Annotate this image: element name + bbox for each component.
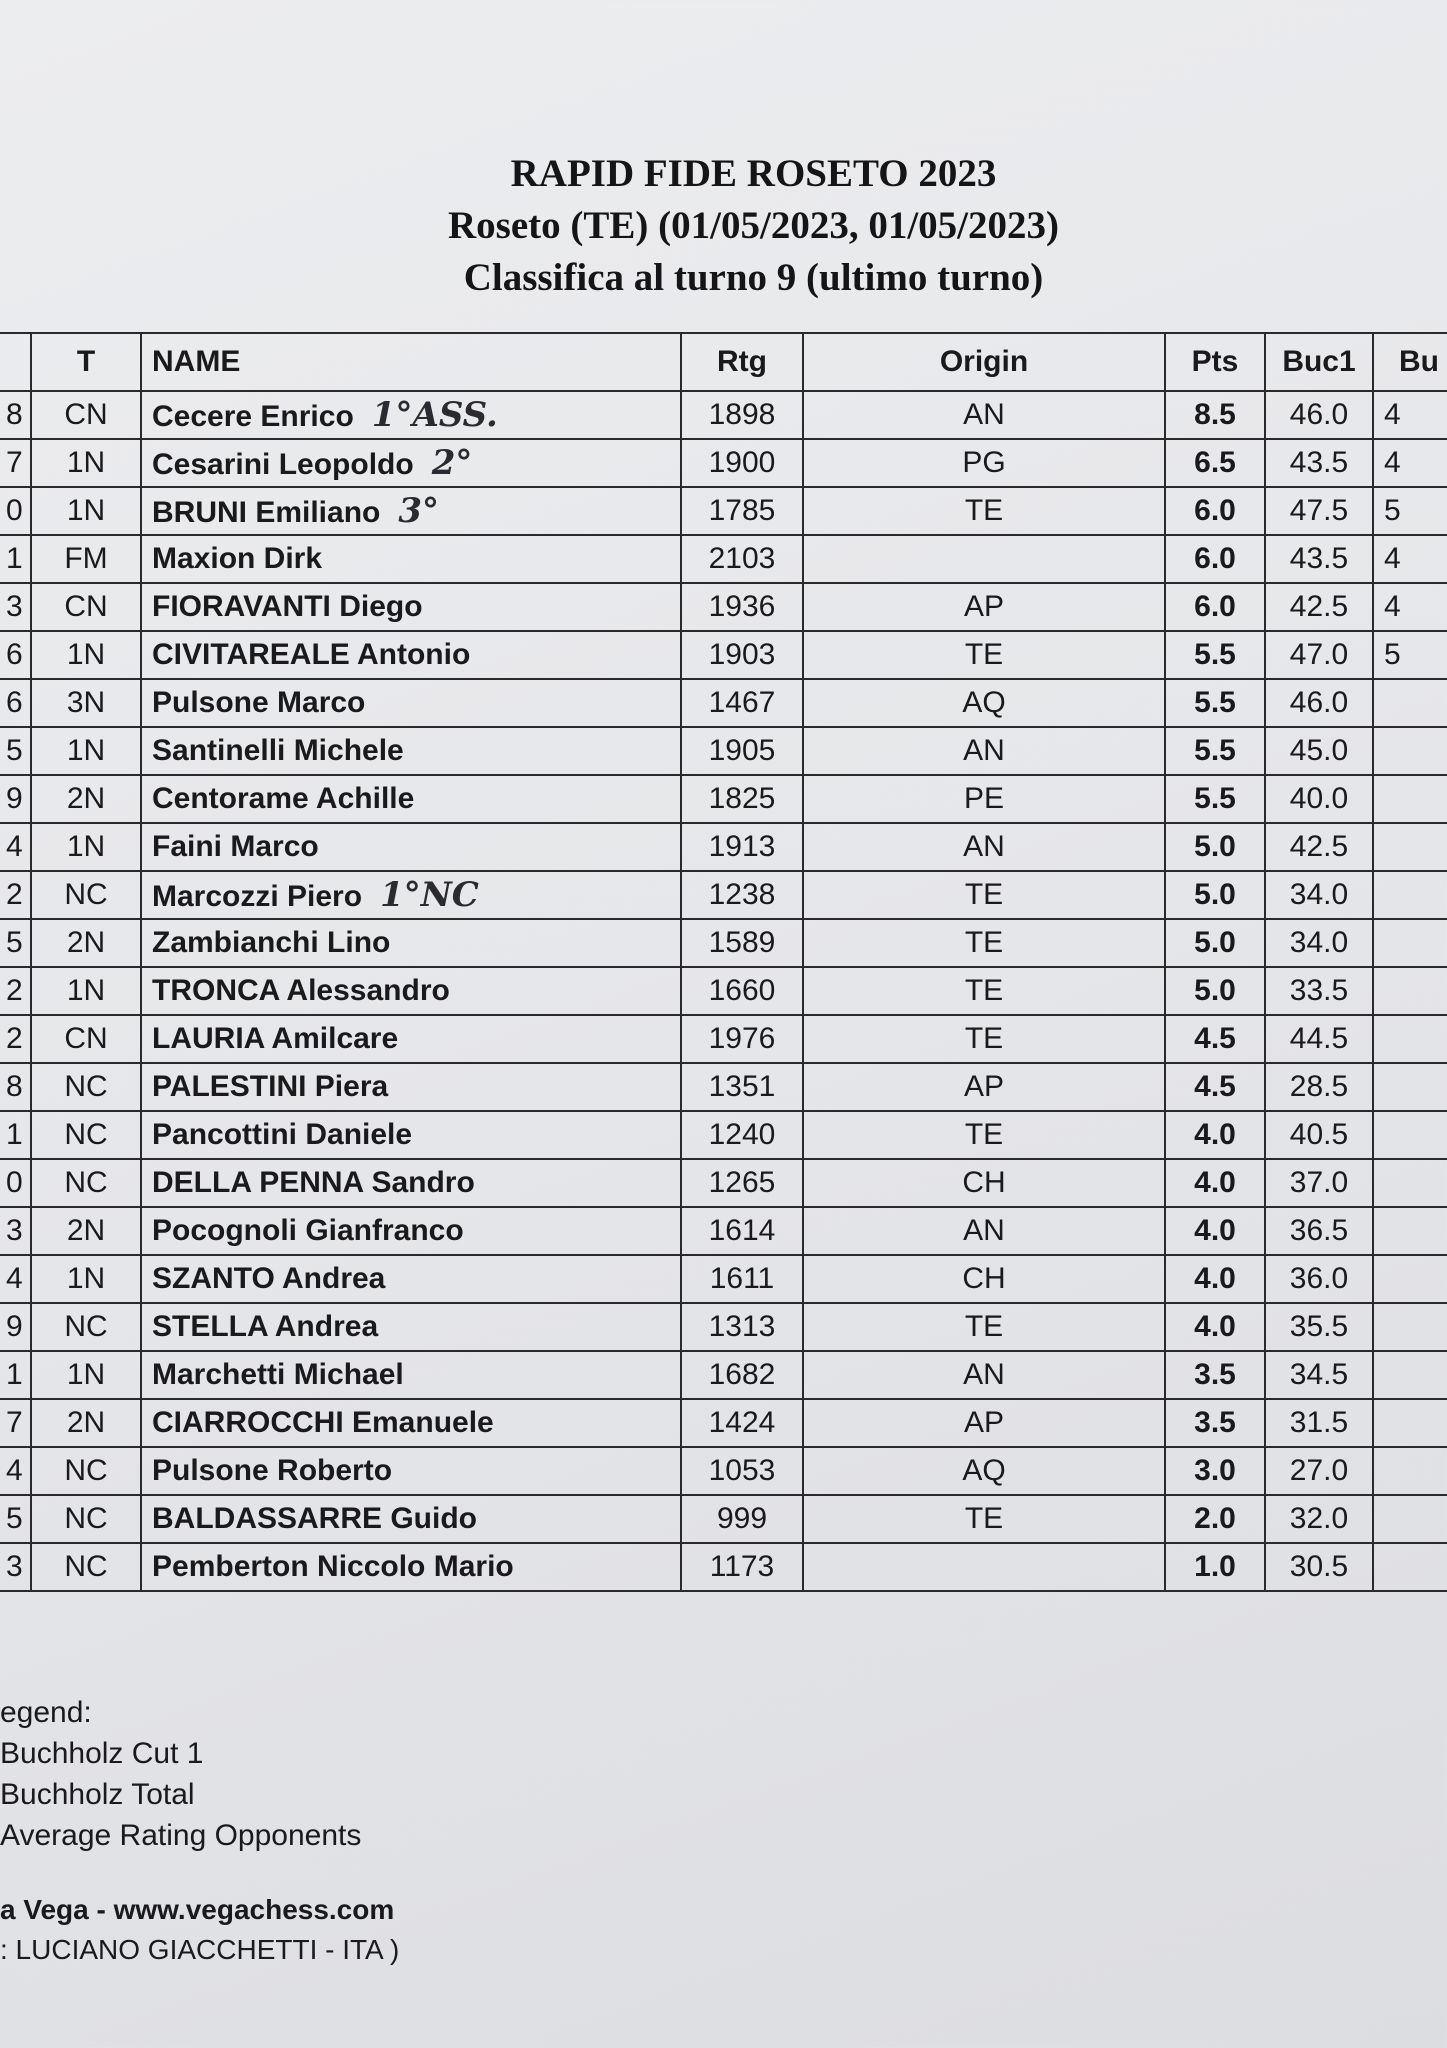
cell-bu [1373, 1159, 1447, 1207]
cell-origin: AQ [803, 679, 1165, 727]
cell-pos: 4 [0, 1447, 31, 1495]
col-header-bu: Bu [1373, 333, 1447, 391]
cell-buc1: 32.0 [1265, 1495, 1373, 1543]
player-name: Cesarini Leopoldo [152, 448, 414, 481]
table-row [0, 919, 1447, 967]
legend [0, 1692, 361, 1856]
cell-rating: 1589 [681, 919, 803, 967]
cell-title: 2N [31, 1399, 141, 1447]
cell-pos: 3 [0, 1207, 31, 1255]
table-row [0, 1303, 1447, 1351]
cell-origin: TE [803, 919, 1165, 967]
cell-title: NC [31, 1063, 141, 1111]
cell-buc1: 37.0 [1265, 1159, 1373, 1207]
player-name: Maxion Dirk [152, 542, 323, 575]
table-row [0, 1255, 1447, 1303]
cell-rating: 1976 [681, 1015, 803, 1063]
cell-title: CN [31, 391, 141, 439]
cell-title: 2N [31, 775, 141, 823]
cell-origin: TE [803, 871, 1165, 919]
cell-pos: 7 [0, 1399, 31, 1447]
col-header-rating: Rtg [681, 333, 803, 391]
player-name: Santinelli Michele [152, 734, 404, 767]
cell-bu [1373, 967, 1447, 1015]
cell-name [141, 631, 681, 679]
cell-origin: TE [803, 967, 1165, 1015]
cell-bu [1373, 823, 1447, 871]
cell-rating: 1240 [681, 1111, 803, 1159]
cell-bu [1373, 1207, 1447, 1255]
cell-title: NC [31, 871, 141, 919]
cell-bu [1373, 1255, 1447, 1303]
cell-name [141, 1543, 681, 1591]
cell-bu: 4 [1373, 583, 1447, 631]
cell-name [141, 439, 681, 487]
player-name: Faini Marco [152, 830, 319, 863]
table-row [0, 1399, 1447, 1447]
cell-bu [1373, 919, 1447, 967]
cell-rating: 1785 [681, 487, 803, 535]
player-name: PALESTINI Piera [152, 1070, 389, 1103]
cell-origin: AP [803, 1399, 1165, 1447]
cell-rating: 1053 [681, 1447, 803, 1495]
cell-rating: 1424 [681, 1399, 803, 1447]
cell-rating: 1898 [681, 391, 803, 439]
cell-title: NC [31, 1495, 141, 1543]
cell-bu: 4 [1373, 391, 1447, 439]
table-row [0, 487, 1447, 535]
cell-name [141, 1159, 681, 1207]
cell-name [141, 1207, 681, 1255]
cell-bu: 4 [1373, 535, 1447, 583]
cell-origin: TE [803, 1111, 1165, 1159]
cell-pos: 0 [0, 1159, 31, 1207]
cell-points: 6.0 [1165, 487, 1265, 535]
standings-body [0, 391, 1447, 1591]
cell-points: 5.0 [1165, 823, 1265, 871]
cell-bu [1373, 871, 1447, 919]
table-header-row [0, 333, 1447, 391]
cell-name [141, 1495, 681, 1543]
cell-title: NC [31, 1543, 141, 1591]
handwritten-placement-note: 3° [398, 491, 440, 531]
cell-title: NC [31, 1447, 141, 1495]
cell-pos: 9 [0, 1303, 31, 1351]
cell-buc1: 34.0 [1265, 919, 1373, 967]
cell-title: 2N [31, 919, 141, 967]
cell-title: 1N [31, 631, 141, 679]
player-name: Pancottini Daniele [152, 1118, 413, 1151]
table-row [0, 1159, 1447, 1207]
col-header-pos [0, 333, 31, 391]
cell-buc1: 46.0 [1265, 679, 1373, 727]
cell-origin: AN [803, 823, 1165, 871]
col-header-origin: Origin [803, 333, 1165, 391]
cell-rating: 1467 [681, 679, 803, 727]
cell-title: 1N [31, 439, 141, 487]
cell-origin: CH [803, 1255, 1165, 1303]
cell-pos: 9 [0, 775, 31, 823]
cell-pos: 3 [0, 1543, 31, 1591]
footer-software-credit: a Vega - www.vegachess.com [0, 1894, 395, 1925]
cell-name [141, 679, 681, 727]
legend-item-buchholz-total: Buchholz Total [0, 1778, 195, 1811]
cell-points: 8.5 [1165, 391, 1265, 439]
cell-buc1: 44.5 [1265, 1015, 1373, 1063]
cell-name [141, 727, 681, 775]
cell-points: 4.5 [1165, 1063, 1265, 1111]
cell-rating: 1913 [681, 823, 803, 871]
cell-pos: 5 [0, 1495, 31, 1543]
cell-buc1: 34.0 [1265, 871, 1373, 919]
cell-buc1: 46.0 [1265, 391, 1373, 439]
cell-origin: AP [803, 583, 1165, 631]
cell-title: 1N [31, 727, 141, 775]
cell-title: 1N [31, 487, 141, 535]
table-row [0, 439, 1447, 487]
round-info: Classifica al turno 9 (ultimo turno) [463, 256, 1044, 299]
player-name: Marchetti Michael [152, 1358, 404, 1391]
cell-name [141, 775, 681, 823]
cell-bu [1373, 1399, 1447, 1447]
cell-buc1: 28.5 [1265, 1063, 1373, 1111]
cell-points: 3.5 [1165, 1351, 1265, 1399]
cell-title: FM [31, 535, 141, 583]
cell-name [141, 823, 681, 871]
cell-pos: 1 [0, 1111, 31, 1159]
cell-pos: 1 [0, 1351, 31, 1399]
table-row [0, 1063, 1447, 1111]
cell-points: 5.5 [1165, 775, 1265, 823]
cell-pos: 4 [0, 823, 31, 871]
table-row [0, 1111, 1447, 1159]
col-header-points: Pts [1165, 333, 1265, 391]
footer [0, 1890, 399, 1970]
cell-origin: PE [803, 775, 1165, 823]
cell-title: CN [31, 1015, 141, 1063]
cell-rating: 1660 [681, 967, 803, 1015]
cell-points: 6.0 [1165, 535, 1265, 583]
cell-title: 3N [31, 679, 141, 727]
tournament-title: RAPID FIDE ROSETO 2023 [510, 152, 997, 195]
cell-origin: AN [803, 727, 1165, 775]
cell-points: 1.0 [1165, 1543, 1265, 1591]
player-name: Pulsone Marco [152, 686, 366, 719]
table-row [0, 775, 1447, 823]
cell-name [141, 1303, 681, 1351]
cell-buc1: 47.5 [1265, 487, 1373, 535]
table-row [0, 583, 1447, 631]
handwritten-placement-note: 1°ASS. [371, 395, 498, 435]
cell-rating: 1900 [681, 439, 803, 487]
cell-origin: AQ [803, 1447, 1165, 1495]
cell-rating: 1238 [681, 871, 803, 919]
cell-points: 5.5 [1165, 679, 1265, 727]
cell-name [141, 1351, 681, 1399]
cell-origin [803, 1543, 1165, 1591]
player-name: BRUNI Emiliano [152, 496, 381, 529]
player-name: DELLA PENNA Sandro [152, 1166, 475, 1199]
cell-title: NC [31, 1159, 141, 1207]
col-header-buc1: Buc1 [1265, 333, 1373, 391]
cell-bu [1373, 1015, 1447, 1063]
player-name: BALDASSARRE Guido [152, 1502, 477, 1535]
player-name: FIORAVANTI Diego [152, 590, 423, 623]
cell-title: 1N [31, 823, 141, 871]
tournament-subtitle: Roseto (TE) (01/05/2023, 01/05/2023) [448, 204, 1059, 247]
cell-pos: 8 [0, 1063, 31, 1111]
table-row [0, 1543, 1447, 1591]
cell-points: 5.0 [1165, 919, 1265, 967]
cell-title: 1N [31, 1255, 141, 1303]
col-header-name: NAME [141, 333, 681, 391]
cell-buc1: 36.0 [1265, 1255, 1373, 1303]
cell-name [141, 1255, 681, 1303]
table-row [0, 1351, 1447, 1399]
cell-buc1: 45.0 [1265, 727, 1373, 775]
cell-pos: 5 [0, 727, 31, 775]
cell-pos: 2 [0, 967, 31, 1015]
cell-pos: 8 [0, 391, 31, 439]
cell-points: 4.0 [1165, 1303, 1265, 1351]
cell-bu [1373, 1111, 1447, 1159]
cell-name [141, 1111, 681, 1159]
standings-table [0, 332, 1447, 1592]
col-header-title: T [31, 333, 141, 391]
player-name: STELLA Andrea [152, 1310, 379, 1343]
cell-origin: TE [803, 631, 1165, 679]
handwritten-placement-note: 2° [431, 443, 473, 483]
cell-origin: AN [803, 1207, 1165, 1255]
cell-points: 2.0 [1165, 1495, 1265, 1543]
table-row [0, 823, 1447, 871]
cell-name [141, 967, 681, 1015]
cell-title: 1N [31, 1351, 141, 1399]
cell-rating: 1313 [681, 1303, 803, 1351]
cell-buc1: 42.5 [1265, 583, 1373, 631]
cell-rating: 1682 [681, 1351, 803, 1399]
cell-origin: TE [803, 1495, 1165, 1543]
cell-origin: AN [803, 391, 1165, 439]
cell-rating: 1903 [681, 631, 803, 679]
cell-pos: 4 [0, 1255, 31, 1303]
cell-points: 6.5 [1165, 439, 1265, 487]
cell-name [141, 535, 681, 583]
cell-rating: 1265 [681, 1159, 803, 1207]
cell-title: CN [31, 583, 141, 631]
cell-points: 4.0 [1165, 1207, 1265, 1255]
table-row [0, 871, 1447, 919]
cell-bu: 5 [1373, 487, 1447, 535]
document-header [0, 148, 1447, 304]
cell-pos: 1 [0, 535, 31, 583]
player-name: LAURIA Amilcare [152, 1022, 399, 1055]
cell-points: 3.0 [1165, 1447, 1265, 1495]
cell-buc1: 34.5 [1265, 1351, 1373, 1399]
cell-title: NC [31, 1303, 141, 1351]
legend-item-buchholz-cut1: Buchholz Cut 1 [0, 1737, 204, 1770]
table-row [0, 1447, 1447, 1495]
table-row [0, 1207, 1447, 1255]
cell-points: 5.5 [1165, 727, 1265, 775]
cell-origin: AP [803, 1063, 1165, 1111]
cell-rating: 1825 [681, 775, 803, 823]
player-name: TRONCA Alessandro [152, 974, 450, 1007]
cell-buc1: 40.5 [1265, 1111, 1373, 1159]
cell-bu: 5 [1373, 631, 1447, 679]
player-name: CIVITAREALE Antonio [152, 638, 471, 671]
cell-buc1: 43.5 [1265, 535, 1373, 583]
player-name: SZANTO Andrea [152, 1262, 386, 1295]
cell-name [141, 1015, 681, 1063]
cell-bu: 4 [1373, 439, 1447, 487]
cell-bu [1373, 1543, 1447, 1591]
table-row [0, 679, 1447, 727]
cell-title: 2N [31, 1207, 141, 1255]
cell-points: 6.0 [1165, 583, 1265, 631]
cell-buc1: 35.5 [1265, 1303, 1373, 1351]
cell-pos: 0 [0, 487, 31, 535]
cell-rating: 1905 [681, 727, 803, 775]
cell-bu [1373, 1303, 1447, 1351]
table-row [0, 967, 1447, 1015]
cell-buc1: 33.5 [1265, 967, 1373, 1015]
cell-buc1: 40.0 [1265, 775, 1373, 823]
cell-bu [1373, 1063, 1447, 1111]
cell-buc1: 31.5 [1265, 1399, 1373, 1447]
table-row [0, 1015, 1447, 1063]
cell-points: 4.5 [1165, 1015, 1265, 1063]
cell-points: 4.0 [1165, 1255, 1265, 1303]
cell-name [141, 583, 681, 631]
cell-bu [1373, 1495, 1447, 1543]
cell-bu [1373, 1351, 1447, 1399]
cell-points: 3.5 [1165, 1399, 1265, 1447]
cell-buc1: 30.5 [1265, 1543, 1373, 1591]
cell-name [141, 871, 681, 919]
cell-origin: CH [803, 1159, 1165, 1207]
cell-rating: 2103 [681, 535, 803, 583]
cell-points: 4.0 [1165, 1111, 1265, 1159]
cell-title: 1N [31, 967, 141, 1015]
cell-buc1: 43.5 [1265, 439, 1373, 487]
cell-pos: 2 [0, 1015, 31, 1063]
cell-buc1: 36.5 [1265, 1207, 1373, 1255]
cell-rating: 1614 [681, 1207, 803, 1255]
player-name: Pemberton Niccolo Mario [152, 1550, 514, 1583]
cell-points: 5.0 [1165, 871, 1265, 919]
player-name: Pulsone Roberto [152, 1454, 393, 1487]
table-row [0, 391, 1447, 439]
player-name: Zambianchi Lino [152, 926, 391, 959]
player-name: Marcozzi Piero [152, 880, 363, 913]
cell-buc1: 27.0 [1265, 1447, 1373, 1495]
cell-pos: 7 [0, 439, 31, 487]
cell-name [141, 391, 681, 439]
cell-origin: TE [803, 487, 1165, 535]
cell-origin: TE [803, 1015, 1165, 1063]
cell-bu [1373, 727, 1447, 775]
player-name: Pocognoli Gianfranco [152, 1214, 464, 1247]
cell-buc1: 47.0 [1265, 631, 1373, 679]
cell-rating: 1936 [681, 583, 803, 631]
cell-pos: 5 [0, 919, 31, 967]
cell-buc1: 42.5 [1265, 823, 1373, 871]
cell-name [141, 1063, 681, 1111]
cell-name [141, 487, 681, 535]
cell-origin [803, 535, 1165, 583]
cell-bu [1373, 679, 1447, 727]
cell-title: NC [31, 1111, 141, 1159]
cell-pos: 3 [0, 583, 31, 631]
cell-name [141, 1447, 681, 1495]
legend-item-average-rating: Average Rating Opponents [0, 1819, 362, 1852]
player-name: CIARROCCHI Emanuele [152, 1406, 494, 1439]
cell-pos: 6 [0, 631, 31, 679]
table-row [0, 631, 1447, 679]
cell-pos: 6 [0, 679, 31, 727]
table-row [0, 727, 1447, 775]
cell-origin: TE [803, 1303, 1165, 1351]
cell-points: 4.0 [1165, 1159, 1265, 1207]
cell-rating: 1611 [681, 1255, 803, 1303]
cell-points: 5.0 [1165, 967, 1265, 1015]
handwritten-placement-note: 1°NC [380, 875, 479, 915]
cell-rating: 1351 [681, 1063, 803, 1111]
player-name: Centorame Achille [152, 782, 415, 815]
cell-rating: 999 [681, 1495, 803, 1543]
cell-points: 5.5 [1165, 631, 1265, 679]
cell-pos: 2 [0, 871, 31, 919]
footer-arbiter: : LUCIANO GIACCHETTI - ITA ) [0, 1934, 400, 1965]
table-row [0, 535, 1447, 583]
cell-rating: 1173 [681, 1543, 803, 1591]
cell-origin: PG [803, 439, 1165, 487]
cell-bu [1373, 775, 1447, 823]
cell-bu [1373, 1447, 1447, 1495]
cell-name [141, 1399, 681, 1447]
player-name: Cecere Enrico [152, 400, 354, 433]
cell-origin: AN [803, 1351, 1165, 1399]
table-row [0, 1495, 1447, 1543]
cell-name [141, 919, 681, 967]
legend-heading: egend: [0, 1696, 92, 1729]
